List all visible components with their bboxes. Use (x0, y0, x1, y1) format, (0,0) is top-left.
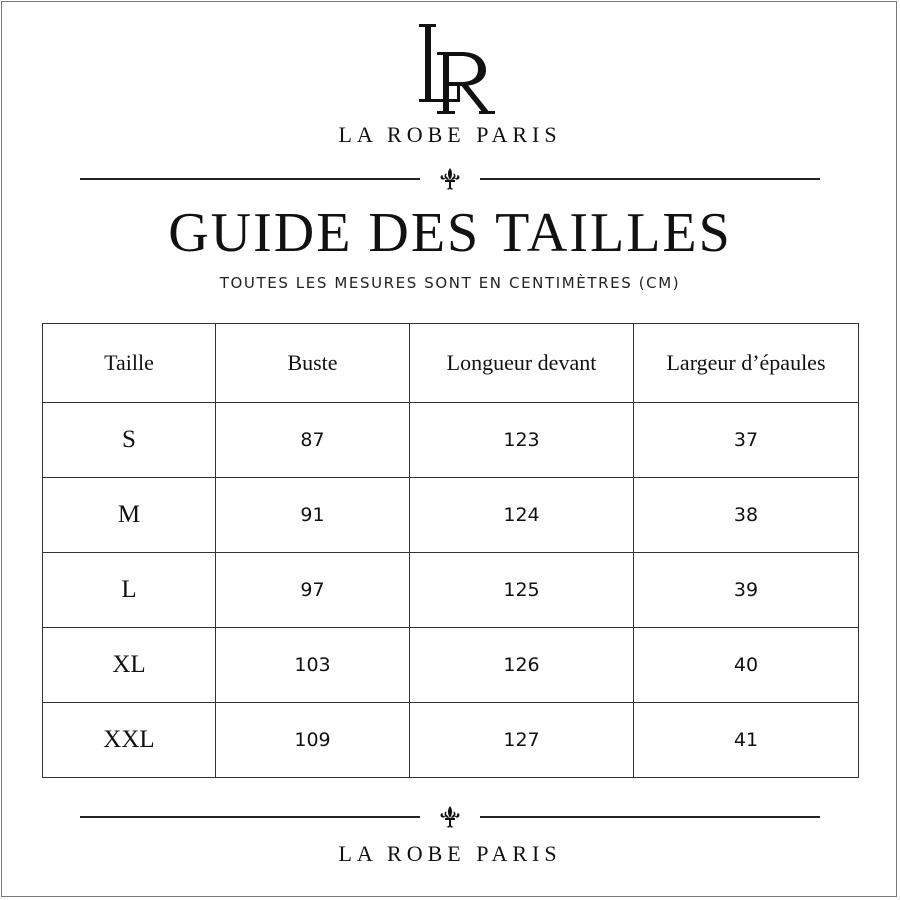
table-row (43, 553, 859, 628)
divider-line-left (80, 816, 420, 818)
bottom-divider (80, 805, 820, 829)
size-cell: L (43, 553, 216, 628)
table-row (43, 478, 859, 553)
size-cell: M (43, 478, 216, 553)
front-length-cell: 127 (410, 703, 634, 778)
header-longueur-devant: Longueur devant (410, 324, 634, 403)
brand-name-top: LA ROBE PARIS (338, 122, 562, 147)
table-row (43, 703, 859, 778)
shoulder-width-cell: 40 (634, 628, 859, 703)
brand-name-bottom: LA ROBE PARIS (338, 841, 562, 866)
size-cell: XL (43, 628, 216, 703)
front-length-cell: 125 (410, 553, 634, 628)
table-row (43, 628, 859, 703)
bust-cell: 87 (216, 403, 410, 478)
page-title: GUIDE DES TAILLES (168, 202, 732, 264)
top-divider (80, 167, 820, 191)
front-length-cell: 124 (410, 478, 634, 553)
size-cell: XXL (43, 703, 216, 778)
divider-line-left (80, 178, 420, 180)
bust-cell: 91 (216, 478, 410, 553)
fleur-de-lis-icon (438, 167, 462, 191)
header-largeur-epaules: Largeur d’épaules (634, 324, 859, 403)
front-length-cell: 123 (410, 403, 634, 478)
header-buste: Buste (216, 324, 410, 403)
shoulder-width-cell: 37 (634, 403, 859, 478)
divider-line-right (480, 816, 820, 818)
shoulder-width-cell: 39 (634, 553, 859, 628)
lr-monogram-logo (0, 16, 900, 116)
fleur-de-lis-icon (438, 805, 462, 829)
table-row (43, 403, 859, 478)
table-header-row (43, 324, 859, 403)
size-table (42, 323, 859, 778)
shoulder-width-cell: 41 (634, 703, 859, 778)
shoulder-width-cell: 38 (634, 478, 859, 553)
divider-line-right (480, 178, 820, 180)
bust-cell: 103 (216, 628, 410, 703)
front-length-cell: 126 (410, 628, 634, 703)
bust-cell: 109 (216, 703, 410, 778)
size-cell: S (43, 403, 216, 478)
header-taille: Taille (43, 324, 216, 403)
page-subtitle: TOUTES LES MESURES SONT EN CENTIMÈTRES (CM) (219, 274, 681, 292)
bust-cell: 97 (216, 553, 410, 628)
